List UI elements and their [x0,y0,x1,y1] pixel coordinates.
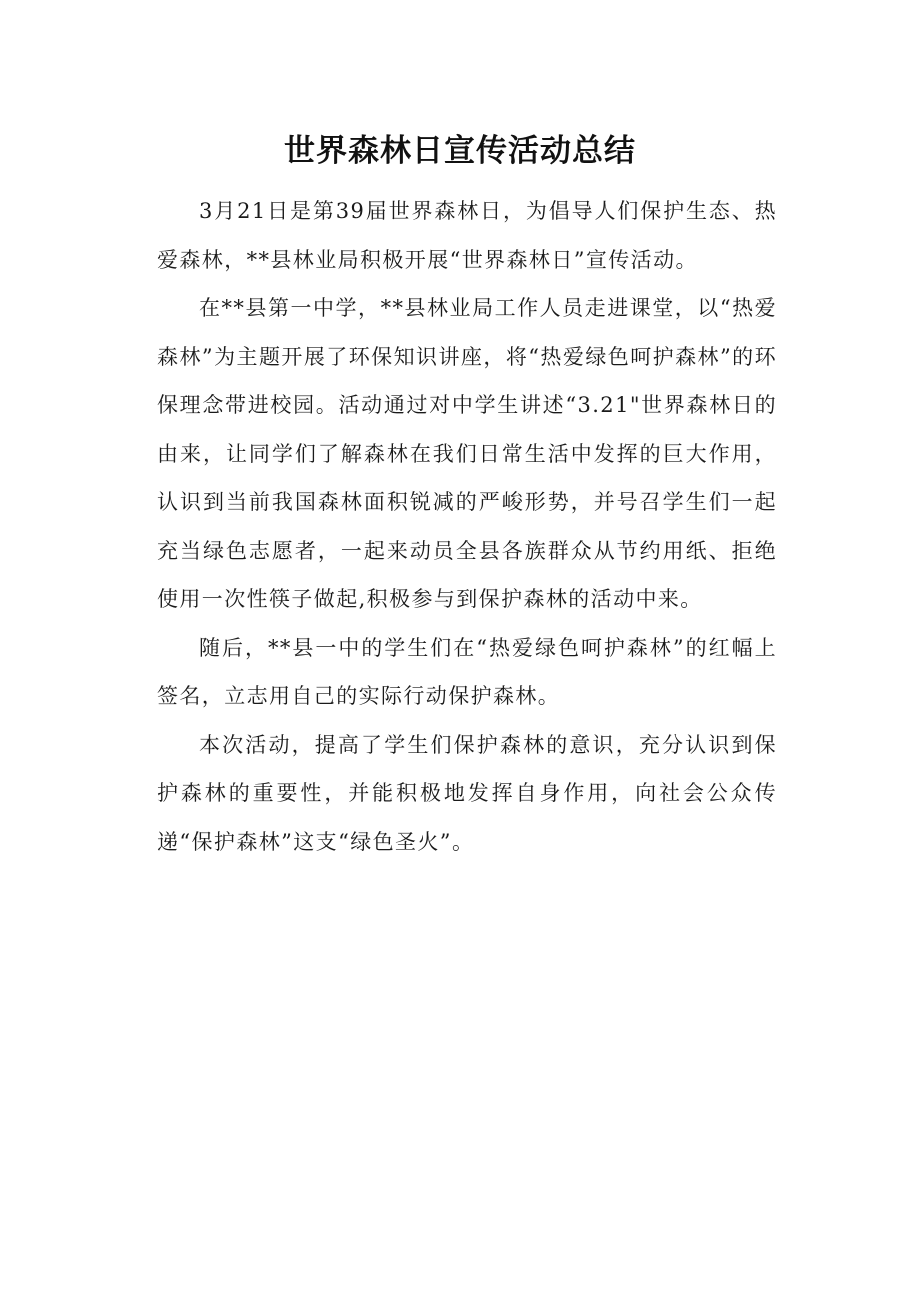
paragraph-signing: 随后，**县一中的学生们在“热爱绿色呵护森林”的红幅上签名，立志用自己的实际行动保护森林。 [157,635,777,708]
document-title: 世界森林日宣传活动总结 [284,133,636,169]
document-body [157,187,777,866]
paragraph-conclusion: 本次活动，提高了学生们保护森林的意识，充分认识到保护森林的重要性，并能积极地发挥自身作用，向社会公众传递“保护森林”这支“绿色圣火”。 [157,732,777,854]
paragraph-intro: 3月21日是第39届世界森林日，为倡导人们保护生态、热爱森林，**县林业局积极开展“世界森林日”宣传活动。 [157,199,777,272]
paragraph-lecture: 在**县第一中学，**县林业局工作人员走进课堂，以“热爱森林”为主题开展了环保知识讲座，将“热爱绿色呵护森林”的环保理念带进校园。活动通过对中学生讲述“3.21"世界森林日的由来，让同学们了解森林在我们日常生活中发挥的巨大作用，认识到当前我国森林面积锐减的严峻形势，并号召学生们一起充当绿色志愿者，一起来动员全县各族群众从节约用纸、拒绝使用一次性筷子做起,积极参与到保护森林的活动中来。 [157,296,777,611]
